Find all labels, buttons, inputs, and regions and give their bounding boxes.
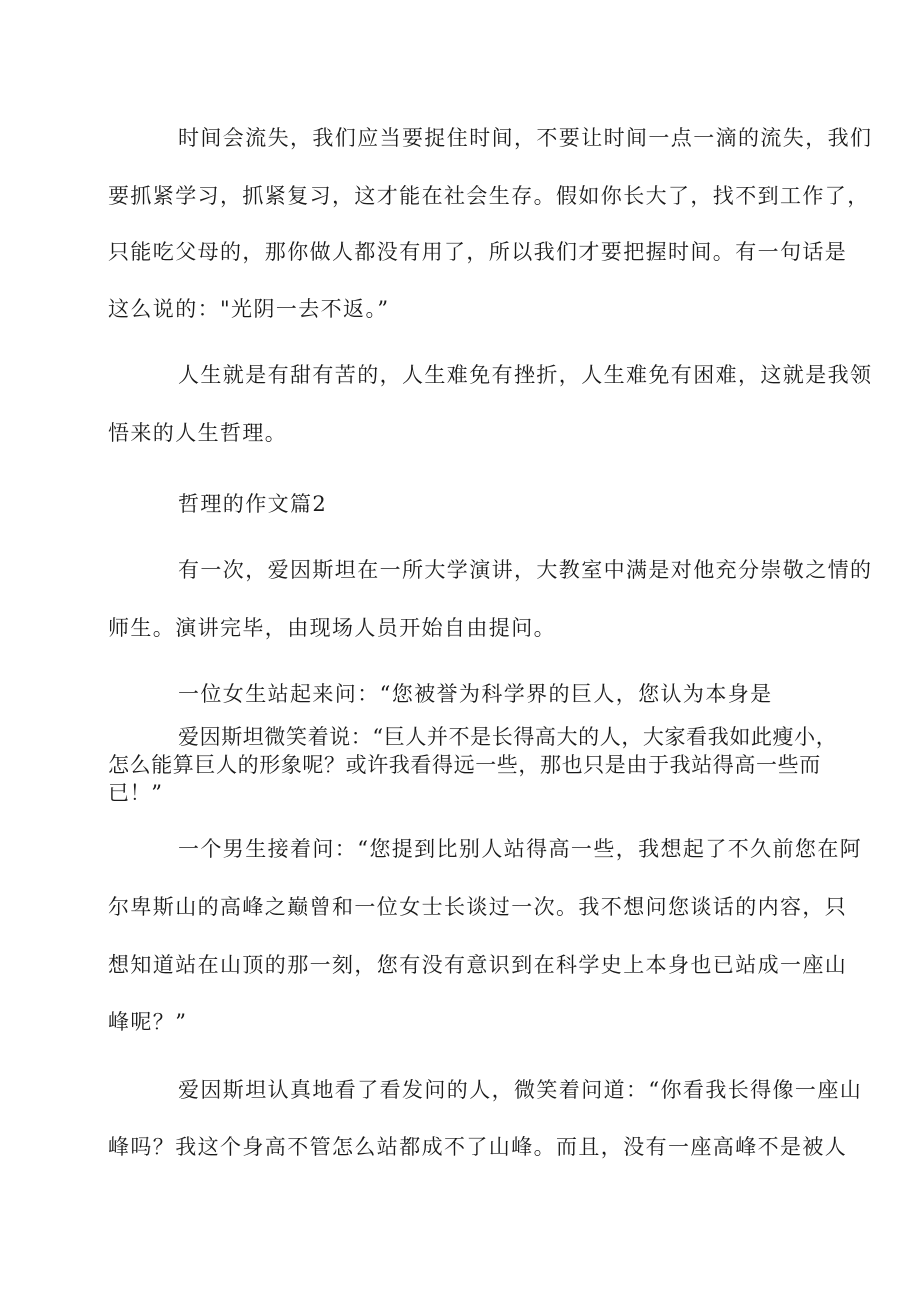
paragraph-5-line-1: 爱因斯坦微笑着说：“巨人并不是长得高大的人，大家看我如此瘦小， [178, 725, 838, 749]
paragraph-2-line-2: 悟来的人生哲理。 [108, 421, 288, 445]
paragraph-5-line-2: 怎么能算巨人的形象呢？或许我看得远一些，那也只是由于我站得高一些而 [108, 753, 821, 777]
paragraph-6-line-3: 想知道站在山顶的那一刻，您有没有意识到在科学史上本身也已站成一座山 [108, 953, 848, 977]
paragraph-1-line-1: 时间会流失，我们应当要捉住时间，不要让时间一点一滴的流失，我们 [178, 126, 873, 150]
paragraph-7-line-1: 爱因斯坦认真地看了看发问的人，微笑着问道：“你看我长得像一座山 [178, 1078, 863, 1102]
paragraph-4-line-1: 一位女生站起来问：“您被誉为科学界的巨人，您认为本身是 [178, 682, 773, 706]
paragraph-6-line-1: 一个男生接着问：“您提到比别人站得高一些，我想起了不久前您在阿 [178, 837, 863, 861]
paragraph-3-line-2: 师生。演讲完毕，由现场人员开始自由提问。 [108, 616, 556, 640]
paragraph-5-line-3: 已！” [108, 781, 163, 805]
paragraph-2-line-1: 人生就是有甜有苦的，人生难免有挫折，人生难免有困难，这就是我领 [178, 363, 873, 387]
paragraph-1-line-4: 这么说的："光阴一去不返。” [108, 297, 390, 321]
section-heading: 哲理的作文篇2 [178, 492, 328, 516]
paragraph-6-line-2: 尔卑斯山的高峰之巅曾和一位女士长谈过一次。我不想问您谈话的内容，只 [108, 895, 848, 919]
paragraph-1-line-3: 只能吃父母的，那你做人都没有用了，所以我们才要把握时间。有一句话是 [108, 240, 848, 264]
paragraph-3-line-1: 有一次，爱因斯坦在一所大学演讲，大教室中满是对他充分崇敬之情的 [178, 558, 873, 582]
paragraph-6-line-4: 峰呢？” [108, 1010, 188, 1034]
paragraph-7-line-2: 峰吗？我这个身高不管怎么站都成不了山峰。而且，没有一座高峰不是被人 [108, 1135, 848, 1159]
paragraph-1-line-2: 要抓紧学习，抓紧复习，这才能在社会生存。假如你长大了，找不到工作了， [108, 184, 870, 208]
